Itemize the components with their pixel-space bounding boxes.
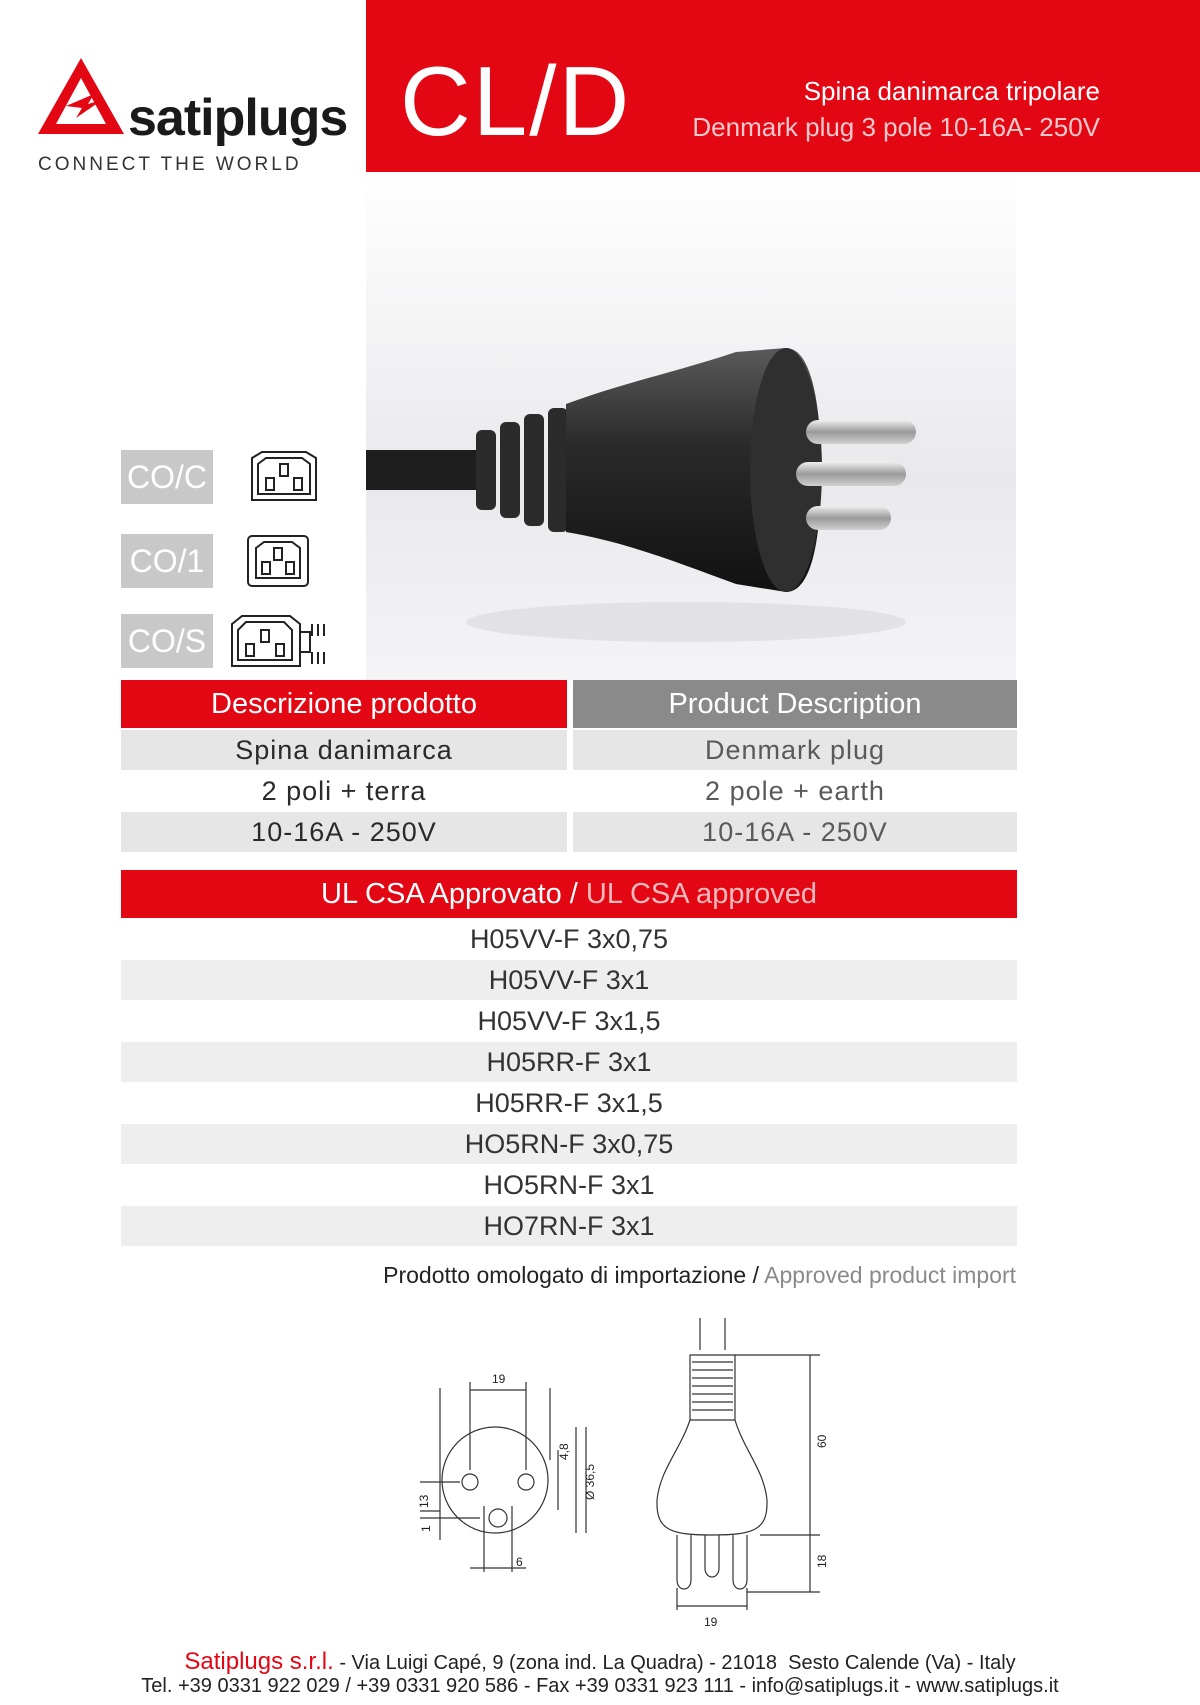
description-row-it: 2 poli + terra [261, 775, 427, 806]
subtitle-italian: Spina danimarca tripolare [803, 76, 1100, 106]
subtitle-english: Denmark plug 3 pole 10-16A- 250V [692, 112, 1100, 142]
connector-chip-co-c: CO/C [121, 450, 213, 504]
iec-c13-socket-icon [248, 450, 320, 504]
connector-chip-co-s: CO/S [121, 614, 213, 668]
description-row-it: Spina danimarca [121, 730, 567, 770]
description-header-english: Product Description [573, 680, 1017, 728]
dim-diameter-36-5: Ø 36,5 [583, 1463, 597, 1500]
cable-row: H05VV-F 3x1,5 [477, 1005, 661, 1036]
connector-chip-co-1: CO/1 [121, 534, 213, 588]
satiplugs-logo-icon [36, 56, 126, 138]
approved-separator: / [561, 877, 586, 910]
dim-18: 18 [815, 1554, 829, 1568]
brand-tagline: CONNECT THE WORLD [38, 154, 302, 175]
import-note-english: Approved product import [764, 1262, 1016, 1288]
iec-c5-socket-icon [246, 534, 310, 588]
dim-60: 60 [815, 1434, 829, 1448]
import-note-italian: Prodotto omologato di importazione [383, 1262, 747, 1288]
dim-13: 13 [417, 1494, 431, 1508]
iec-c13-socket-with-connector-icon [228, 614, 334, 670]
import-note [383, 1262, 1016, 1289]
approved-title-italian: UL CSA Approvato [321, 877, 562, 910]
dim-1: 1 [419, 1525, 433, 1532]
cable-row: HO5RN-F 3x1 [483, 1169, 655, 1200]
description-header-italian: Descrizione prodotto [121, 680, 567, 728]
cable-row: H05VV-F 3x0,75 [469, 923, 669, 954]
description-row-en: Denmark plug [573, 730, 1017, 770]
dim-6: 6 [516, 1555, 523, 1569]
product-photo [366, 172, 1016, 680]
footer-address: - Via Luigi Capé, 9 (zona ind. La Quadra) - 21018 Sesto Calende (Va) - Italy [333, 1652, 1016, 1674]
cable-row: HO5RN-F 3x0,75 [121, 1124, 1017, 1164]
approved-title-english: UL CSA approved [585, 877, 817, 910]
brand-name: satiplugs [128, 89, 348, 147]
cable-row: H05RR-F 3x1 [121, 1042, 1017, 1082]
cable-row: H05RR-F 3x1,5 [475, 1087, 663, 1118]
technical-drawing [380, 1310, 850, 1640]
cable-row: HO7RN-F 3x1 [121, 1206, 1017, 1246]
approved-header [121, 870, 1017, 918]
product-code: CL/D [400, 46, 632, 156]
cable-row: H05VV-F 3x1 [121, 960, 1017, 1000]
description-row-it: 10-16A - 250V [121, 812, 567, 852]
description-row-en: 10-16A - 250V [573, 812, 1017, 852]
footer-company: Satiplugs s.r.l. [184, 1648, 334, 1675]
import-note-separator: / [746, 1262, 765, 1288]
dim-19-top: 19 [492, 1372, 506, 1386]
dim-19-bottom: 19 [704, 1615, 718, 1629]
footer-address-line [0, 1648, 1200, 1676]
footer-contacts: Tel. +39 0331 922 029 / +39 0331 920 586 - Fax +39 0331 923 111 - info@satiplugs.it - www.satiplugs.it [141, 1675, 1059, 1697]
dim-4-8: 4,8 [557, 1443, 571, 1460]
description-row-en: 2 pole + earth [705, 775, 885, 806]
